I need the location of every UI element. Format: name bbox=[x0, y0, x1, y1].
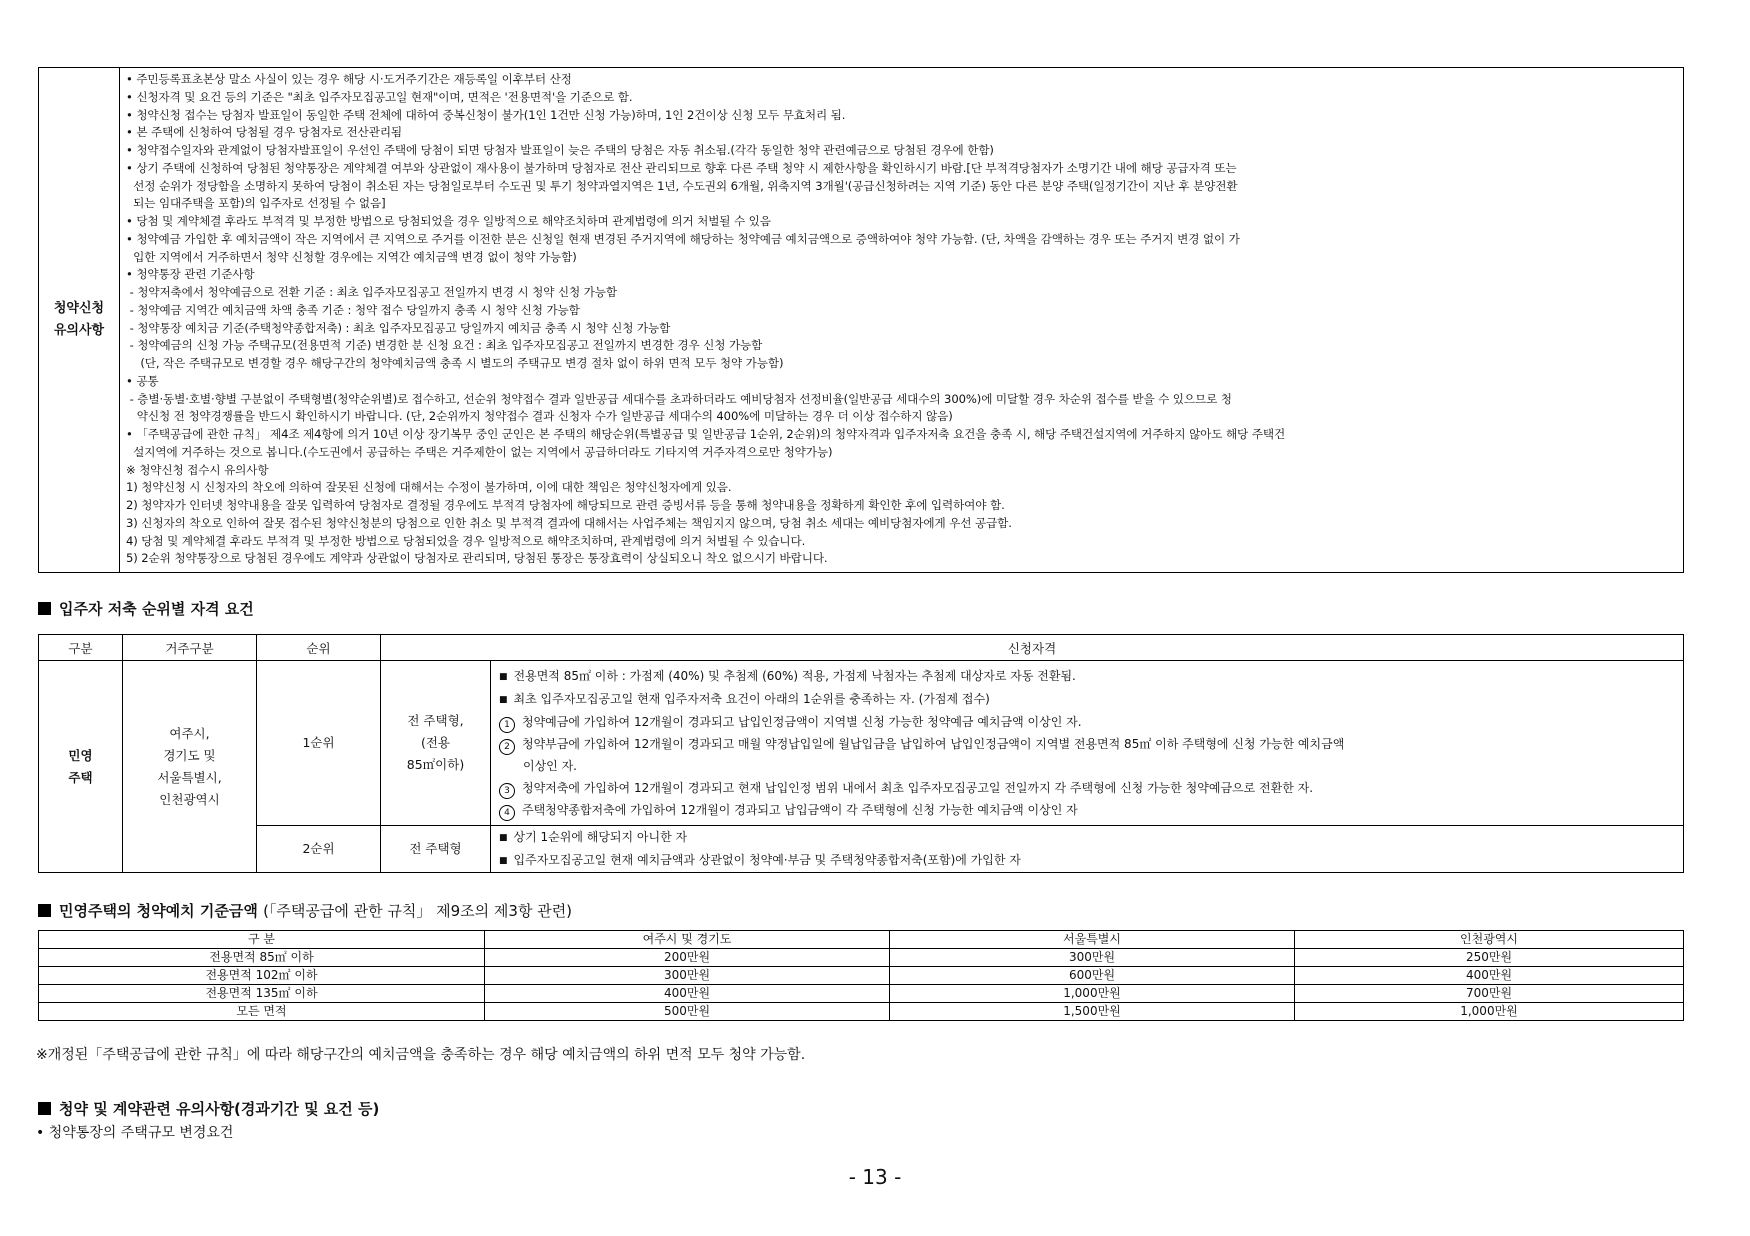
square-bullet-icon: ■ bbox=[499, 695, 508, 705]
housing-type-line: 민영 bbox=[68, 747, 93, 763]
qualification-subitem bbox=[499, 755, 1675, 777]
square-bullet-icon: ■ bbox=[499, 856, 508, 866]
qualification-text: 입주자모집공고일 현재 예치금액과 상관없이 청약예·부금 및 주택청약종합저축(포함)에 가입한 자 bbox=[513, 853, 1021, 867]
qualification-text: 청약예금에 가입하여 12개월이 경과되고 납입인정금액이 지역별 신청 가능한 청약예금 예치금액 이상인 자. bbox=[522, 715, 1082, 729]
note-line: • 신청자격 및 요건 등의 기준은 "최초 입주자모집공고일 현재"이며, 면적은 '전용면적'을 기준으로 함. bbox=[126, 89, 633, 104]
qualification-subitem bbox=[499, 733, 1675, 755]
qualification-text: 이상인 자. bbox=[523, 759, 577, 773]
table-row bbox=[39, 949, 1684, 967]
section-title: 청약 및 계약관련 유의사항(경과기간 및 요건 등) bbox=[59, 1100, 380, 1118]
deposit-footnote: ※개정된「주택공급에 관한 규칙」에 따라 해당구간의 예치금액을 충족하는 경우 해당 예치금액의 하위 면적 모두 청약 가능함. bbox=[36, 1047, 806, 1063]
note-line: 되는 임대주택을 포함)의 입주자로 선정될 수 없음] bbox=[126, 196, 386, 211]
table-cell: 400만원 bbox=[485, 985, 890, 1003]
circled-number-icon: 2 bbox=[499, 739, 515, 755]
square-bullet-icon bbox=[38, 904, 51, 917]
header-cell: 서울특별시 bbox=[890, 931, 1295, 949]
notes-label-line1: 청약신청 bbox=[53, 301, 105, 316]
rank-cell: 1순위 bbox=[257, 661, 381, 826]
table-row bbox=[39, 1003, 1684, 1021]
qualification-item bbox=[499, 826, 1675, 849]
qualification-text: 최초 입주자모집공고일 현재 입주자저축 요건이 아래의 1순위를 충족하는 자. (가점제 접수) bbox=[513, 692, 990, 706]
qualification-text: 청약부금에 가입하여 12개월이 경과되고 매월 약정납입일에 월납입금을 납입하여 납입인정금액이 지역별 전용면적 85㎡ 이하 주택형에 신청 가능한 예치금액 bbox=[522, 737, 1345, 751]
note-line: • 청약통장 관련 기준사항 bbox=[126, 267, 255, 282]
qualification-subitem bbox=[499, 711, 1675, 733]
note-line: • 상기 주택에 신청하여 당첨된 청약통장은 계약체결 여부와 상관없이 재사용이 불가하며 당첨자로 전산 관리되므로 향후 다른 주택 청약 시 제한사항을 확인하시기 바람.[단 부적격당첨자가 소명기간 내에 해당 공급자격 또는 bbox=[126, 160, 1237, 175]
note-line: • 본 주택에 신청하여 당첨될 경우 당첨자로 전산관리됨 bbox=[126, 125, 403, 140]
eligibility-table bbox=[38, 634, 1684, 873]
table-cell: 모든 면적 bbox=[39, 1003, 485, 1021]
note-line: 선정 순위가 정당함을 소명하지 못하여 당첨이 취소된 자는 당첨일로부터 수도권 및 투기 청약과열지역은 1년, 수도권외 6개월, 위축지역 3개월'(공급신청하려는 지역 기준) 동안 다른 분양 주택(일정기간이 지난 후 분양전환 bbox=[126, 178, 1238, 193]
circled-items bbox=[499, 711, 1675, 821]
header-cell: 거주구분 bbox=[123, 635, 257, 661]
housing-type-line: 주택 bbox=[68, 769, 93, 785]
note-line: 1) 청약신청 시 신청자의 착오에 의하여 잘못된 신청에 대해서는 수정이 불가하며, 이에 대한 책임은 청약신청자에게 있음. bbox=[126, 480, 732, 495]
table-cell: 전용면적 85㎡ 이하 bbox=[39, 949, 485, 967]
rank1-qualification-cell bbox=[491, 661, 1684, 826]
table-cell: 700만원 bbox=[1295, 985, 1684, 1003]
table-cell: 250만원 bbox=[1295, 949, 1684, 967]
residence-line: 경기도 및 bbox=[163, 747, 216, 763]
section-heading-eligibility bbox=[38, 598, 254, 619]
note-line: 입한 지역에서 거주하면서 청약 신청할 경우에는 지역간 예치금액 변경 없이 청약 가능함) bbox=[126, 249, 577, 264]
qualification-subitem bbox=[499, 799, 1675, 821]
table-cell: 1,500만원 bbox=[890, 1003, 1295, 1021]
deposit-amount-table bbox=[38, 930, 1684, 1021]
note-line: - 청약저축에서 청약예금으로 전환 기준 : 최초 입주자모집공고 전일까지 변경 시 청약 신청 가능함 bbox=[126, 285, 617, 299]
header-cell: 구 분 bbox=[39, 931, 485, 949]
table-cell: 300만원 bbox=[485, 967, 890, 985]
section-heading-deposit bbox=[38, 900, 572, 921]
qualification-text: 전용면적 85㎡ 이하 : 가점제 (40%) 및 추첨제 (60%) 적용, 가점제 낙첨자는 추첨제 대상자로 자동 전환됨. bbox=[513, 669, 1076, 683]
house-type-cell bbox=[381, 661, 491, 826]
bullet-item: • 청약통장의 주택규모 변경요건 bbox=[36, 1125, 234, 1141]
subscription-notes-table bbox=[38, 67, 1684, 573]
rank-cell: 2순위 bbox=[257, 826, 381, 873]
note-line: ※ 청약신청 접수시 유의사항 bbox=[126, 462, 269, 477]
table-cell: 400만원 bbox=[1295, 967, 1684, 985]
qualification-text: 주택청약종합저축에 가입하여 12개월이 경과되고 납입금액이 각 주택형에 신청 가능한 예치금액 이상인 자 bbox=[522, 803, 1078, 817]
note-line: - 청약예금의 신청 가능 주택규모(전용면적 기준) 변경한 분 신청 요건 : 최초 입주자모집공고 전일까지 변경한 경우 신청 가능함 bbox=[126, 338, 763, 353]
note-line: • 청약신청 접수는 당첨자 발표일이 동일한 주택 전체에 대하여 중복신청이 불가(1인 1건만 신청 가능)하며, 1인 2건이상 신청 모두 무효처리 됨. bbox=[126, 107, 846, 122]
section-title: 입주자 저축 순위별 자격 요건 bbox=[59, 600, 254, 618]
note-line: - 청약예금 지역간 예치금액 차액 충족 기준 : 청약 접수 당일까지 충족 시 청약 신청 가능함 bbox=[126, 302, 580, 317]
circled-number-icon: 1 bbox=[499, 717, 515, 733]
notes-body-cell bbox=[120, 68, 1684, 573]
qualification-text: 상기 1순위에 해당되지 아니한 자 bbox=[513, 830, 688, 844]
note-line: • 당첨 및 계약체결 후라도 부적격 및 부정한 방법으로 당첨되었을 경우 일방적으로 해약조치하며 관계법령에 의거 처벌될 수 있음 bbox=[126, 214, 771, 228]
header-cell: 인천광역시 bbox=[1295, 931, 1684, 949]
note-line: - 층별·동별·호별·향별 구분없이 주택형별(청약순위별)로 접수하고, 선순위 청약접수 결과 일반공급 세대수를 초과하더라도 예비당첨자 선정비율(일반공급 세대수의 300%)에 미달할 경우 차순위 접수를 받을 수 있으므로 청 bbox=[126, 391, 1232, 406]
table-row bbox=[39, 985, 1684, 1003]
note-line: 5) 2순위 청약통장으로 당첨된 경우에도 계약과 상관없이 당첨자로 관리되며, 당첨된 통장은 통장효력이 상실되오니 착오 없으시기 바랍니다. bbox=[126, 551, 828, 566]
note-line: 설지역에 거주하는 것으로 봅니다.(수도권에서 공급하는 주택은 거주제한이 없는 지역에서 공급하더라도 기타지역 거주자격으로만 청약가능) bbox=[126, 444, 833, 459]
house-type-line: (전용 bbox=[420, 735, 451, 750]
section-subtitle: (「주택공급에 관한 규칙」 제9조의 제3항 관련) bbox=[263, 902, 573, 920]
note-line: • 「주택공급에 관한 규칙」 제4조 제4항에 의거 10년 이상 장기복무 중인 군인은 본 주택의 해당순위(특별공급 및 일반공급 1순위, 2순위)의 청약자격과 입주자저축 요건을 충족 시, 해당 주택건설지역에 거주하지 않아도 해당 주택건 bbox=[126, 427, 1286, 441]
table-cell: 500만원 bbox=[485, 1003, 890, 1021]
qualification-item bbox=[499, 688, 1675, 711]
note-line: • 공통 bbox=[126, 373, 159, 388]
note-line: 약신청 전 청약경쟁률을 반드시 확인하시기 바랍니다. (단, 2순위까지 청약접수 결과 신청자 수가 일반공급 세대수의 400%에 미달하는 경우 더 이상 접수하지 않음) bbox=[126, 409, 953, 424]
house-type-line: 전 주택형, bbox=[407, 713, 464, 728]
square-bullet-icon: ■ bbox=[499, 833, 508, 843]
qualification-subitem bbox=[499, 777, 1675, 799]
page-number: - 13 - bbox=[848, 1165, 902, 1189]
square-bullet-icon bbox=[38, 1102, 51, 1115]
rank2-row bbox=[39, 826, 1684, 873]
housing-type-cell bbox=[39, 661, 123, 873]
rank2-qualification-cell bbox=[491, 826, 1684, 873]
eligibility-header-row bbox=[39, 635, 1684, 661]
note-line: 2) 청약자가 인터넷 청약내용을 잘못 입력하여 당첨자로 결정될 경우에도 부적격 당첨자에 해당되므로 관련 증빙서류 등을 통해 청약내용을 정확하게 확인한 후에 입력하여야 함. bbox=[126, 498, 1005, 512]
table-row bbox=[39, 967, 1684, 985]
residence-line: 서울특별시, bbox=[157, 769, 222, 785]
table-cell: 전용면적 102㎡ 이하 bbox=[39, 967, 485, 985]
qualification-item bbox=[499, 665, 1675, 688]
section-title: 민영주택의 청약예치 기준금액 bbox=[59, 902, 258, 920]
square-bullet-icon: ■ bbox=[499, 672, 508, 682]
square-bullet-icon bbox=[38, 602, 51, 615]
rank1-row bbox=[39, 661, 1684, 826]
note-line: 4) 당첨 및 계약체결 후라도 부적격 및 부정한 방법으로 당첨되었을 경우 일방적으로 해약조치하며, 관계법령에 의거 처벌될 수 있습니다. bbox=[126, 533, 806, 548]
circled-number-icon: 4 bbox=[499, 805, 515, 821]
section-heading-contract-notes bbox=[38, 1098, 379, 1119]
header-cell: 순위 bbox=[257, 635, 381, 661]
header-cell: 신청자격 bbox=[381, 635, 1684, 661]
table-cell: 1,000만원 bbox=[890, 985, 1295, 1003]
table-cell: 전용면적 135㎡ 이하 bbox=[39, 985, 485, 1003]
note-line: • 청약예금 가입한 후 예치금액이 작은 지역에서 큰 지역으로 주거를 이전한 분은 신청일 현재 변경된 주거지역에 해당하는 청약예금 예치금액으로 증액하여야 청약 가능함. (단, 차액을 감액하는 경우 또는 주거지 변경 없이 가 bbox=[126, 231, 1240, 246]
house-type-cell: 전 주택형 bbox=[381, 826, 491, 873]
house-type-line: 85㎡이하) bbox=[406, 757, 465, 772]
table-cell: 300만원 bbox=[890, 949, 1295, 967]
note-line: - 청약통장 예치금 기준(주택청약종합저축) : 최초 입주자모집공고 당일까지 예치금 충족 시 청약 신청 가능함 bbox=[126, 320, 671, 335]
residence-line: 인천광역시 bbox=[159, 791, 220, 807]
circled-number-icon: 3 bbox=[499, 783, 515, 799]
note-line: 3) 신청자의 착오로 인하여 잘못 접수된 청약신청분의 당첨으로 인한 취소 및 부적격 결과에 대해서는 사업주체는 책임지지 않으며, 당첨 취소 세대는 예비당첨자에게 우선 공급함. bbox=[126, 515, 1012, 530]
note-line: • 청약접수일자와 관계없이 당첨자발표일이 우선인 주택에 당첨이 되면 당첨자 발표일이 늦은 주택의 당첨은 자동 취소됨.(각각 동일한 청약 관련예금으로 당첨된 경우에 한함) bbox=[126, 143, 994, 157]
header-cell: 구분 bbox=[39, 635, 123, 661]
table-cell: 600만원 bbox=[890, 967, 1295, 985]
qualification-item bbox=[499, 849, 1675, 872]
deposit-header-row bbox=[39, 931, 1684, 949]
residence-line: 여주시, bbox=[169, 725, 210, 741]
header-cell: 여주시 및 경기도 bbox=[485, 931, 890, 949]
notes-label-cell bbox=[39, 68, 120, 573]
notes-label-line2: 유의사항 bbox=[53, 323, 105, 338]
notes-lines bbox=[126, 71, 1675, 568]
qualification-text: 청약저축에 가입하여 12개월이 경과되고 현재 납입인정 범위 내에서 최초 입주자모집공고일 전일까지 각 주택형에 신청 가능한 청약예금으로 전환한 자. bbox=[522, 781, 1314, 795]
residence-cell bbox=[123, 661, 257, 873]
note-line: • 주민등록표초본상 말소 사실이 있는 경우 해당 시·도거주기간은 재등록일 이후부터 산정 bbox=[126, 72, 572, 86]
table-cell: 200만원 bbox=[485, 949, 890, 967]
table-cell: 1,000만원 bbox=[1295, 1003, 1684, 1021]
note-line: (단, 작은 주택규모로 변경할 경우 해당구간의 청약예치금액 충족 시 별도의 주택규모 변경 절차 없이 하위 면적 모두 청약 가능함) bbox=[126, 356, 784, 370]
